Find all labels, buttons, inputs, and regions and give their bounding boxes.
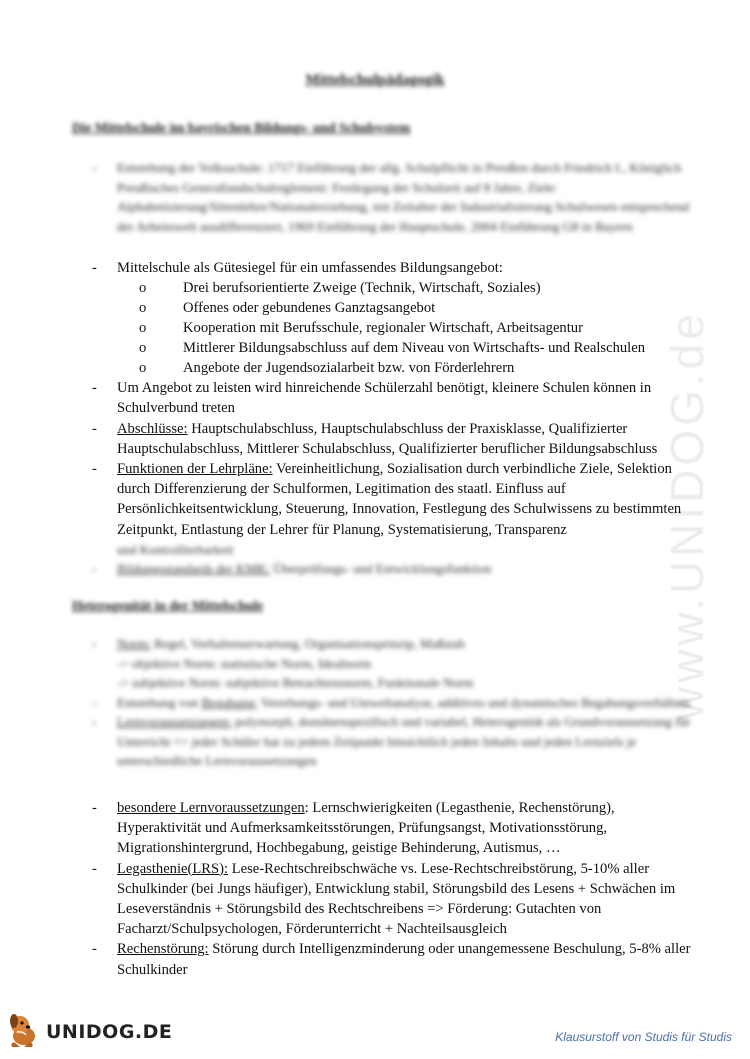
sublist-angebote bbox=[117, 278, 702, 378]
list-item-bildungsstandards: - Bildungsstandards der KMK: Überprüfungs- und Entwicklungsfunktion bbox=[92, 561, 492, 577]
section-heading-heterogenitaet: Heterogenität in der Mittelschule bbox=[72, 598, 264, 613]
list-item-rechenstoerung: - Rechenstörung: Störung durch Intelligenzminderung oder unangemessene Beschulung, 5-8% aller Schulkinder bbox=[92, 941, 691, 978]
sublist-item: o Offenes oder gebundenes Ganztagsangebot bbox=[139, 300, 436, 317]
list-item-besondere-lernvoraussetzungen: - besondere Lernvoraussetzungen: Lernschwierigkeiten (Legasthenie, Rechenstörung), Hyperaktivität und Aufmerksamkeitsstörungen, Prüfungsangst, Motivationsstörung, Migrationshintergrund, Hochbegabung, geistige Behinderung, Autismus, … bbox=[92, 800, 615, 857]
section1-list-clear bbox=[92, 258, 702, 579]
list-item-lehrplaene: - Funktionen der Lehrpläne: Vereinheitlichung, Sozialisation durch verbindliche Ziele, Selektion durch Differenzierung der Schulformen, Legitimation des staatl. Einfluss auf Persönlichkeitsentwicklung, Steuerung, Innovation, Festlegung des Schulwissens zu bestimmten Zeitpunkt, Entlastung der Lehrer für Planung, Systematisierung, Transparenz und Kontrollierbarkeit bbox=[92, 459, 702, 559]
section2-list-clear bbox=[92, 798, 702, 980]
lehrplaene-label: Funktionen der Lehrpläne: bbox=[117, 461, 273, 478]
footer-tagline: Klausurstoff von Studis für Studis bbox=[555, 1030, 732, 1044]
blurred-continuation: und Kontrollierbarkeit bbox=[117, 541, 234, 557]
sublist-item: o Kooperation mit Berufsschule, regionaler Wirtschaft, Arbeitsagentur bbox=[139, 320, 583, 337]
abschluesse-label: Abschlüsse: bbox=[117, 420, 188, 437]
page-title: Mittelschulpädagogik bbox=[305, 72, 445, 88]
list-item-volksschule: - Entstehung der Volksschule: 1717 Einführung der allg. Schulpflicht in Preußen durch Friedrich I., Königlich Preußisches Generallandschulreglement: Festlegung der Schulzeit auf 8 Jahre, Ziele: Alphabetisierung/Sittenlehre/Nationalerziehung, mit Zeitalter der Industrialisierung Schulwesen entsprechend der Arbeitswelt ausdifferenziert, 1969 Einführung der Hauptschule, 2004 Einführung G8 in Bayern bbox=[92, 160, 690, 234]
section-heading-bildungssystem: Die Mittelschule im bayrischen Bildungs- und Schulsystem bbox=[72, 120, 411, 135]
section2-list-blurred bbox=[92, 634, 702, 771]
list-item-legasthenie: - Legasthenie(LRS): Lese-Rechtschreibschwäche vs. Lese-Rechtschreibstörung, 5-10% aller Schulkinder (bei Jungs häufiger), Entwicklung stabil, Störungsbild des Lesens + Schwächen im Leseverständnis + Störungsbild des Rechtschreibens => Förderung: Gutachten von Facharzt/Schulpsychologen, Förderunterricht + Nachteilsausgleich bbox=[92, 860, 676, 938]
list-item-guetesiegel: - Mittelschule als Gütesiegel für ein umfassendes Bildungsangebot: o Drei berufsorientierte Zweige (Technik, Wirtschaft, Soziales) o Offenes oder gebundenes Ganztagsangebot o Kooperation mit Berufsschule, regionaler Wirtschaft, Arbeitsagentur o Mittlerer Bildungsabschluss auf dem Niveau von Wirtschafts- und Realschulen o Angebote der Jugendsozialarbeit bzw. von Förderlehrern bbox=[92, 258, 702, 378]
section1-list bbox=[92, 158, 702, 236]
sublist-item: o Angebote der Jugendsozialarbeit bzw. von Förderlehrern bbox=[139, 360, 515, 377]
logo-text: UNIDOG.DE bbox=[46, 1021, 173, 1043]
unidog-logo[interactable] bbox=[6, 1012, 173, 1052]
list-item-norm: - Norm: Regel, Verhaltenserwartung, Organisationsprinzip, Maßstab -> objektive Norm: statistische Norm, Idealnorm -> subjektive Norm: subjektive Betrachtensnorm, Funktionale Norm bbox=[92, 636, 474, 690]
list-item-lernvoraussetzungen: - Lernvoraussetzungen: polymorph, domänenspezifisch und variabel, Heterogenität als Grundvoraussetzung für Unterricht => jeder Schüler hat zu jedem Zeitpunkt hinsichtlich jeden Inhalts und jeden Lernziels je unterschiedliche Lernvoraussetzungen bbox=[92, 714, 691, 768]
sublist-item: o Drei berufsorientierte Zweige (Technik, Wirtschaft, Soziales) bbox=[139, 280, 541, 297]
list-item-schulverbund: - Um Angebot zu leisten wird hinreichende Schülerzahl benötigt, kleinere Schulen können in Schulverbund treten bbox=[92, 380, 652, 417]
guetesiegel-text: Mittelschule als Gütesiegel für ein umfassendes Bildungsangebot: bbox=[117, 260, 503, 276]
dog-mascot-icon bbox=[6, 1012, 42, 1053]
list-item-abschluesse: - Abschlüsse: Hauptschulabschluss, Hauptschulabschluss der Praxisklasse, Qualifizierter Hauptschulabschluss, Mittlerer Schulabschluss, Qualifizierter beruflicher Bildungsabschluss bbox=[92, 420, 658, 457]
watermark: www.UNIDOG.de bbox=[661, 310, 713, 720]
list-item-begabung: - Entstehung von Begabung: Vererbungs- und Umweltanalyse, additives und dynamisches Begabungsverhältnis bbox=[92, 694, 691, 710]
sublist-item: o Mittlerer Bildungsabschluss auf dem Niveau von Wirtschafts- und Realschulen bbox=[139, 340, 645, 357]
